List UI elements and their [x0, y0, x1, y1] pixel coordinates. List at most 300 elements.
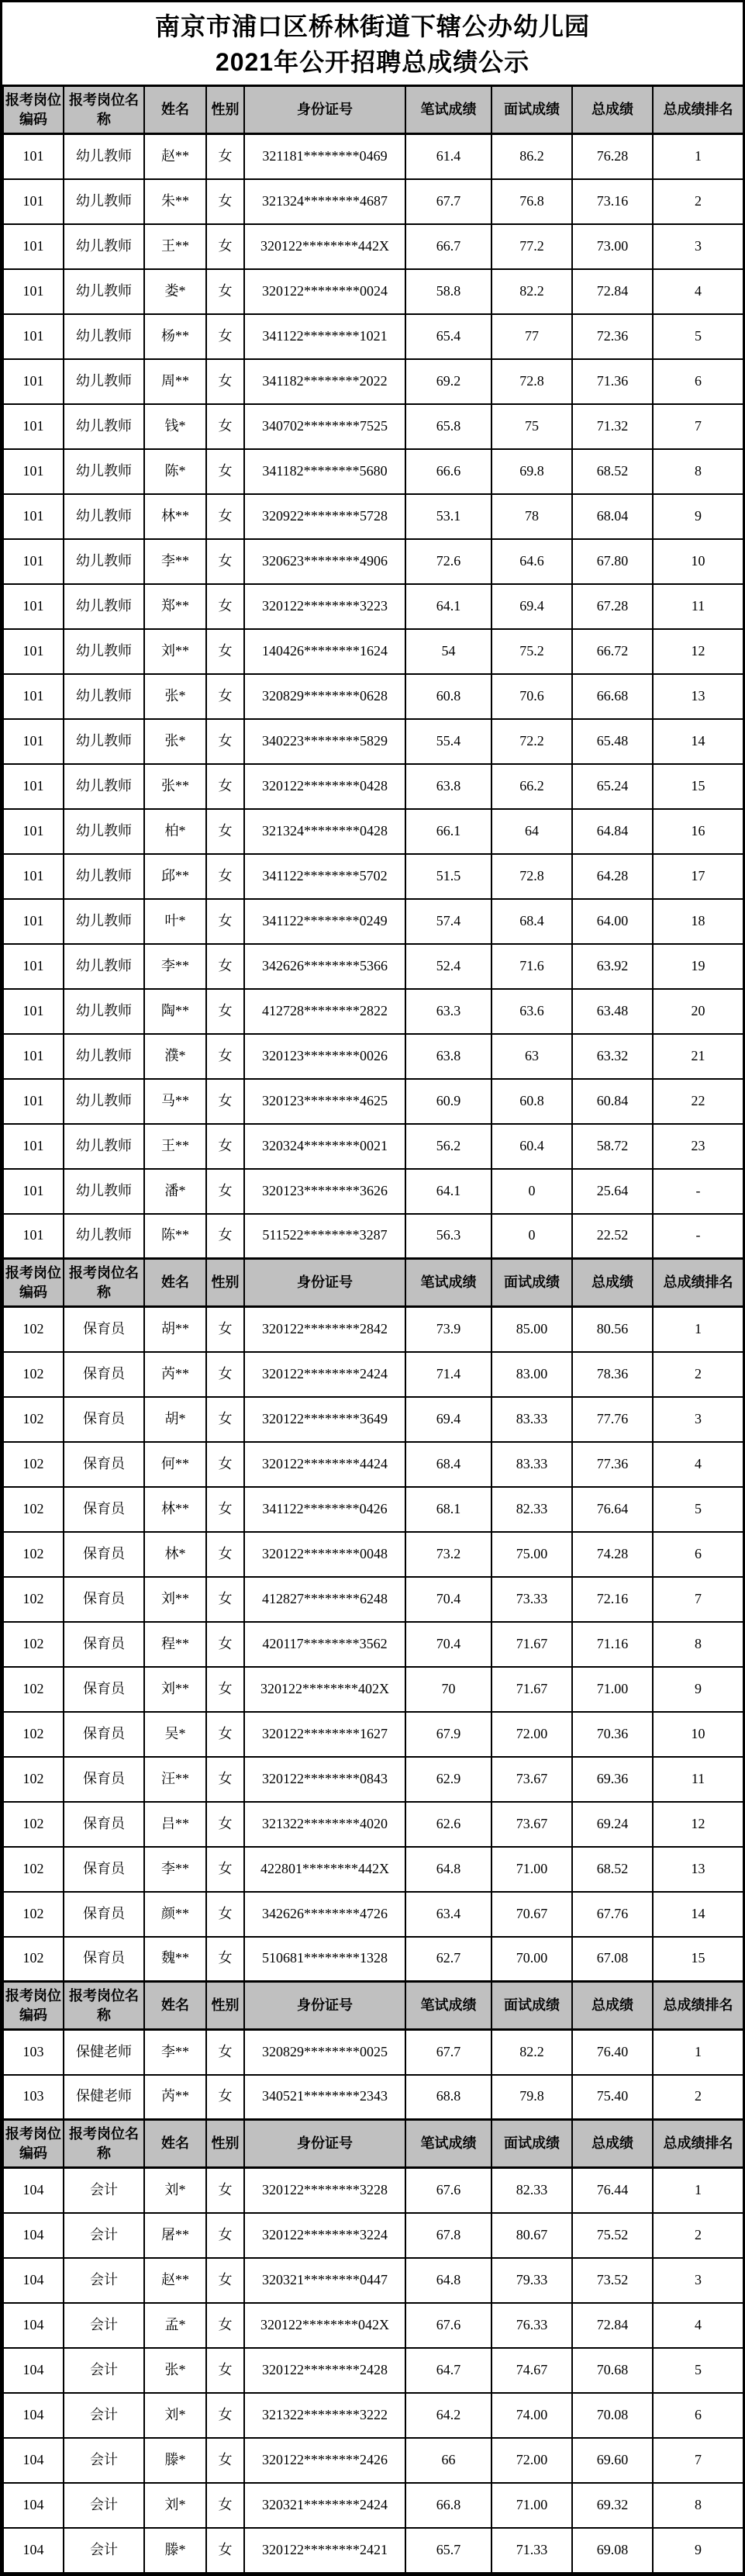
table-row: [3, 719, 743, 764]
cell-rank: 21: [653, 1034, 743, 1079]
cell-total-score: 69.32: [572, 2483, 653, 2528]
cell-name: 滕*: [144, 2438, 206, 2483]
cell-gender: 女: [206, 1622, 244, 1667]
header-cell-total-score: 总成绩: [572, 86, 653, 134]
table-row: [3, 989, 743, 1034]
cell-id-number: 320122********2842: [244, 1307, 405, 1352]
header-cell-name: 姓名: [144, 86, 206, 134]
cell-rank: 17: [653, 854, 743, 899]
cell-gender: 女: [206, 449, 244, 494]
cell-position-code: 101: [3, 674, 64, 719]
cell-position-code: 101: [3, 269, 64, 314]
cell-gender: 女: [206, 224, 244, 269]
cell-total-score: 74.28: [572, 1532, 653, 1577]
cell-interview-score: 71.33: [491, 2528, 572, 2573]
cell-interview-score: 77: [491, 314, 572, 359]
cell-total-score: 64.84: [572, 809, 653, 854]
header-cell-total-score: 总成绩: [572, 1259, 653, 1307]
cell-interview-score: 71.67: [491, 1667, 572, 1712]
table-row: [3, 2393, 743, 2438]
cell-name: 王**: [144, 224, 206, 269]
cell-written-score: 63.8: [405, 764, 491, 809]
cell-rank: 13: [653, 674, 743, 719]
cell-rank: 2: [653, 2075, 743, 2120]
cell-interview-score: 75: [491, 404, 572, 449]
cell-name: 芮**: [144, 2075, 206, 2120]
cell-rank: 4: [653, 1442, 743, 1487]
cell-interview-score: 73.67: [491, 1802, 572, 1847]
cell-id-number: 321322********4020: [244, 1802, 405, 1847]
table-row: [3, 1892, 743, 1937]
cell-rank: 2: [653, 2213, 743, 2258]
cell-name: 张*: [144, 2348, 206, 2393]
cell-position-name: 会计: [64, 2393, 144, 2438]
cell-name: 何**: [144, 1442, 206, 1487]
cell-position-code: 101: [3, 1034, 64, 1079]
header-cell-total-score: 总成绩: [572, 1982, 653, 2030]
cell-total-score: 63.92: [572, 944, 653, 989]
header-cell-position-name: 报考岗位名称: [64, 2120, 144, 2168]
cell-position-code: 101: [3, 179, 64, 224]
cell-interview-score: 82.33: [491, 2168, 572, 2213]
cell-id-number: 412827********6248: [244, 1577, 405, 1622]
cell-position-code: 101: [3, 539, 64, 584]
table-row: [3, 1667, 743, 1712]
cell-rank: 11: [653, 584, 743, 629]
cell-written-score: 66.8: [405, 2483, 491, 2528]
cell-interview-score: 74.67: [491, 2348, 572, 2393]
cell-interview-score: 71.00: [491, 1847, 572, 1892]
cell-written-score: 69.4: [405, 1397, 491, 1442]
cell-position-code: 102: [3, 1487, 64, 1532]
cell-written-score: 65.8: [405, 404, 491, 449]
cell-rank: 2: [653, 1352, 743, 1397]
cell-rank: 8: [653, 1622, 743, 1667]
cell-rank: -: [653, 1214, 743, 1259]
cell-total-score: 70.68: [572, 2348, 653, 2393]
cell-id-number: 320922********5728: [244, 494, 405, 539]
cell-id-number: 320122********1627: [244, 1712, 405, 1757]
cell-id-number: 420117********3562: [244, 1622, 405, 1667]
cell-rank: 5: [653, 314, 743, 359]
cell-rank: 11: [653, 1757, 743, 1802]
cell-gender: 女: [206, 1712, 244, 1757]
cell-position-name: 保育员: [64, 1352, 144, 1397]
cell-id-number: 320122********2424: [244, 1352, 405, 1397]
table-row: [3, 1124, 743, 1169]
cell-name: 林**: [144, 1487, 206, 1532]
cell-id-number: 320623********4906: [244, 539, 405, 584]
cell-total-score: 22.52: [572, 1214, 653, 1259]
header-cell-rank: 总成绩排名: [653, 1982, 743, 2030]
cell-gender: 女: [206, 719, 244, 764]
cell-position-name: 会计: [64, 2528, 144, 2573]
cell-gender: 女: [206, 629, 244, 674]
cell-rank: 12: [653, 1802, 743, 1847]
table-row: [3, 2168, 743, 2213]
header-cell-position-code: 报考岗位编码: [3, 1259, 64, 1307]
cell-written-score: 70.4: [405, 1622, 491, 1667]
cell-gender: 女: [206, 1397, 244, 1442]
cell-position-code: 101: [3, 899, 64, 944]
cell-rank: 8: [653, 2483, 743, 2528]
header-cell-name: 姓名: [144, 1259, 206, 1307]
cell-total-score: 67.80: [572, 539, 653, 584]
cell-name: 滕*: [144, 2528, 206, 2573]
cell-interview-score: 77.2: [491, 224, 572, 269]
cell-interview-score: 70.6: [491, 674, 572, 719]
cell-name: 胡**: [144, 1307, 206, 1352]
cell-position-code: 104: [3, 2213, 64, 2258]
cell-id-number: 320123********0026: [244, 1034, 405, 1079]
cell-interview-score: 70.00: [491, 1937, 572, 1982]
header-cell-position-code: 报考岗位编码: [3, 2120, 64, 2168]
cell-total-score: 72.84: [572, 2303, 653, 2348]
cell-interview-score: 64.6: [491, 539, 572, 584]
cell-written-score: 67.6: [405, 2168, 491, 2213]
cell-total-score: 68.04: [572, 494, 653, 539]
cell-position-name: 保育员: [64, 1487, 144, 1532]
cell-gender: 女: [206, 2213, 244, 2258]
cell-position-name: 保育员: [64, 1847, 144, 1892]
cell-name: 陈**: [144, 1214, 206, 1259]
cell-position-code: 102: [3, 1667, 64, 1712]
table-row: [3, 2348, 743, 2393]
cell-position-code: 101: [3, 989, 64, 1034]
cell-id-number: 340223********5829: [244, 719, 405, 764]
header-cell-gender: 性别: [206, 1259, 244, 1307]
cell-id-number: 320122********442X: [244, 224, 405, 269]
cell-total-score: 73.16: [572, 179, 653, 224]
cell-position-code: 104: [3, 2393, 64, 2438]
cell-name: 吴*: [144, 1712, 206, 1757]
cell-position-name: 保育员: [64, 1622, 144, 1667]
cell-position-name: 保育员: [64, 1307, 144, 1352]
cell-gender: 女: [206, 2348, 244, 2393]
cell-gender: 女: [206, 1307, 244, 1352]
cell-rank: 4: [653, 2303, 743, 2348]
table-header-row: [3, 86, 743, 134]
cell-position-name: 会计: [64, 2213, 144, 2258]
cell-rank: -: [653, 1169, 743, 1214]
cell-name: 李**: [144, 1847, 206, 1892]
cell-written-score: 66.7: [405, 224, 491, 269]
cell-total-score: 71.00: [572, 1667, 653, 1712]
cell-id-number: 320123********4625: [244, 1079, 405, 1124]
table-row: [3, 2483, 743, 2528]
cell-name: 陈*: [144, 449, 206, 494]
cell-id-number: 320122********3649: [244, 1397, 405, 1442]
cell-position-name: 保育员: [64, 1802, 144, 1847]
table-row: [3, 2528, 743, 2573]
cell-position-code: 103: [3, 2075, 64, 2120]
header-cell-position-name: 报考岗位名称: [64, 1259, 144, 1307]
cell-position-name: 幼儿教师: [64, 674, 144, 719]
cell-id-number: 320122********2421: [244, 2528, 405, 2573]
cell-total-score: 72.16: [572, 1577, 653, 1622]
cell-position-name: 幼儿教师: [64, 539, 144, 584]
cell-total-score: 67.28: [572, 584, 653, 629]
cell-total-score: 76.28: [572, 134, 653, 179]
cell-gender: 女: [206, 539, 244, 584]
cell-rank: 9: [653, 494, 743, 539]
cell-id-number: 320324********0021: [244, 1124, 405, 1169]
cell-position-name: 会计: [64, 2348, 144, 2393]
header-cell-rank: 总成绩排名: [653, 86, 743, 134]
cell-name: 刘**: [144, 629, 206, 674]
cell-written-score: 54: [405, 629, 491, 674]
cell-interview-score: 76.33: [491, 2303, 572, 2348]
cell-gender: 女: [206, 1352, 244, 1397]
cell-written-score: 67.8: [405, 2213, 491, 2258]
cell-rank: 1: [653, 1307, 743, 1352]
cell-gender: 女: [206, 1757, 244, 1802]
cell-id-number: 320122********0428: [244, 764, 405, 809]
cell-name: 周**: [144, 359, 206, 404]
cell-position-code: 104: [3, 2303, 64, 2348]
header-cell-id-number: 身份证号: [244, 1259, 405, 1307]
cell-id-number: 511522********3287: [244, 1214, 405, 1259]
table-row: [3, 1214, 743, 1259]
cell-id-number: 140426********1624: [244, 629, 405, 674]
results-table-body: [3, 86, 743, 2573]
cell-rank: 13: [653, 1847, 743, 1892]
page-title: [2, 2, 743, 85]
header-cell-position-name: 报考岗位名称: [64, 86, 144, 134]
cell-position-name: 幼儿教师: [64, 854, 144, 899]
cell-position-name: 幼儿教师: [64, 764, 144, 809]
cell-gender: 女: [206, 764, 244, 809]
cell-name: 张**: [144, 764, 206, 809]
cell-written-score: 68.4: [405, 1442, 491, 1487]
cell-interview-score: 72.00: [491, 1712, 572, 1757]
cell-written-score: 56.3: [405, 1214, 491, 1259]
cell-name: 马**: [144, 1079, 206, 1124]
cell-total-score: 66.72: [572, 629, 653, 674]
cell-gender: 女: [206, 269, 244, 314]
cell-written-score: 66.6: [405, 449, 491, 494]
cell-gender: 女: [206, 1667, 244, 1712]
cell-interview-score: 73.33: [491, 1577, 572, 1622]
cell-rank: 4: [653, 269, 743, 314]
cell-gender: 女: [206, 179, 244, 224]
cell-gender: 女: [206, 1169, 244, 1214]
cell-total-score: 71.36: [572, 359, 653, 404]
cell-name: 吕**: [144, 1802, 206, 1847]
cell-total-score: 76.44: [572, 2168, 653, 2213]
cell-position-code: 102: [3, 1757, 64, 1802]
table-row: [3, 629, 743, 674]
table-row: [3, 539, 743, 584]
cell-position-name: 幼儿教师: [64, 1169, 144, 1214]
table-row: [3, 1802, 743, 1847]
cell-written-score: 70: [405, 1667, 491, 1712]
cell-position-name: 幼儿教师: [64, 629, 144, 674]
cell-rank: 5: [653, 1487, 743, 1532]
cell-written-score: 68.1: [405, 1487, 491, 1532]
cell-position-name: 幼儿教师: [64, 449, 144, 494]
cell-position-code: 103: [3, 2030, 64, 2075]
cell-position-name: 会计: [64, 2168, 144, 2213]
cell-rank: 10: [653, 1712, 743, 1757]
cell-gender: 女: [206, 674, 244, 719]
cell-id-number: 320829********0628: [244, 674, 405, 719]
cell-written-score: 63.4: [405, 1892, 491, 1937]
table-row: [3, 1622, 743, 1667]
cell-written-score: 64.1: [405, 584, 491, 629]
cell-interview-score: 83.33: [491, 1442, 572, 1487]
cell-position-code: 102: [3, 1937, 64, 1982]
cell-gender: 女: [206, 1532, 244, 1577]
cell-position-code: 101: [3, 944, 64, 989]
cell-position-code: 101: [3, 1079, 64, 1124]
cell-interview-score: 75.2: [491, 629, 572, 674]
table-row: [3, 674, 743, 719]
cell-total-score: 69.24: [572, 1802, 653, 1847]
cell-name: 杨**: [144, 314, 206, 359]
cell-interview-score: 63.6: [491, 989, 572, 1034]
cell-id-number: 321324********0428: [244, 809, 405, 854]
cell-written-score: 71.4: [405, 1352, 491, 1397]
cell-position-code: 102: [3, 1847, 64, 1892]
cell-gender: 女: [206, 1847, 244, 1892]
table-row: [3, 764, 743, 809]
table-row: [3, 1577, 743, 1622]
cell-interview-score: 72.00: [491, 2438, 572, 2483]
table-row: [3, 1397, 743, 1442]
cell-gender: 女: [206, 584, 244, 629]
cell-interview-score: 86.2: [491, 134, 572, 179]
cell-interview-score: 82.33: [491, 1487, 572, 1532]
cell-written-score: 56.2: [405, 1124, 491, 1169]
cell-id-number: 320122********0843: [244, 1757, 405, 1802]
cell-written-score: 68.8: [405, 2075, 491, 2120]
cell-gender: 女: [206, 1802, 244, 1847]
cell-interview-score: 0: [491, 1169, 572, 1214]
header-cell-gender: 性别: [206, 1982, 244, 2030]
cell-position-code: 101: [3, 134, 64, 179]
cell-written-score: 73.9: [405, 1307, 491, 1352]
table-row: [3, 2030, 743, 2075]
cell-name: 李**: [144, 944, 206, 989]
cell-written-score: 69.2: [405, 359, 491, 404]
cell-position-name: 幼儿教师: [64, 719, 144, 764]
cell-name: 濮*: [144, 1034, 206, 1079]
cell-gender: 女: [206, 1214, 244, 1259]
cell-interview-score: 72.2: [491, 719, 572, 764]
cell-position-name: 幼儿教师: [64, 359, 144, 404]
cell-gender: 女: [206, 134, 244, 179]
cell-interview-score: 71.00: [491, 2483, 572, 2528]
header-cell-total-score: 总成绩: [572, 2120, 653, 2168]
cell-id-number: 320829********0025: [244, 2030, 405, 2075]
cell-position-name: 幼儿教师: [64, 269, 144, 314]
cell-rank: 1: [653, 2168, 743, 2213]
cell-written-score: 67.6: [405, 2303, 491, 2348]
cell-written-score: 70.4: [405, 1577, 491, 1622]
cell-position-code: 101: [3, 404, 64, 449]
cell-total-score: 75.52: [572, 2213, 653, 2258]
table-row: [3, 2213, 743, 2258]
table-header-row: [3, 1259, 743, 1307]
cell-rank: 6: [653, 2393, 743, 2438]
table-row: [3, 449, 743, 494]
cell-interview-score: 64: [491, 809, 572, 854]
cell-written-score: 55.4: [405, 719, 491, 764]
cell-written-score: 66.1: [405, 809, 491, 854]
cell-gender: 女: [206, 1442, 244, 1487]
cell-total-score: 67.76: [572, 1892, 653, 1937]
cell-gender: 女: [206, 1577, 244, 1622]
header-cell-position-code: 报考岗位编码: [3, 1982, 64, 2030]
cell-rank: 9: [653, 2528, 743, 2573]
cell-name: 李**: [144, 539, 206, 584]
table-row: [3, 359, 743, 404]
cell-rank: 6: [653, 359, 743, 404]
cell-position-code: 102: [3, 1352, 64, 1397]
cell-rank: 14: [653, 719, 743, 764]
cell-written-score: 58.8: [405, 269, 491, 314]
cell-name: 王**: [144, 1124, 206, 1169]
cell-total-score: 76.40: [572, 2030, 653, 2075]
header-cell-position-name: 报考岗位名称: [64, 1982, 144, 2030]
cell-position-name: 幼儿教师: [64, 809, 144, 854]
cell-id-number: 341122********5702: [244, 854, 405, 899]
cell-gender: 女: [206, 359, 244, 404]
table-row: [3, 584, 743, 629]
cell-total-score: 70.36: [572, 1712, 653, 1757]
table-row: [3, 854, 743, 899]
cell-name: 赵**: [144, 2258, 206, 2303]
cell-rank: 19: [653, 944, 743, 989]
cell-name: 张*: [144, 674, 206, 719]
cell-position-name: 保育员: [64, 1532, 144, 1577]
cell-position-code: 102: [3, 1892, 64, 1937]
header-cell-id-number: 身份证号: [244, 2120, 405, 2168]
title-line-2: 2021年公开招聘总成绩公示: [215, 48, 530, 76]
cell-gender: 女: [206, 809, 244, 854]
cell-position-code: 101: [3, 449, 64, 494]
cell-written-score: 60.8: [405, 674, 491, 719]
cell-position-code: 101: [3, 1169, 64, 1214]
cell-name: 屠**: [144, 2213, 206, 2258]
cell-id-number: 320122********402X: [244, 1667, 405, 1712]
cell-id-number: 341122********0426: [244, 1487, 405, 1532]
cell-interview-score: 79.8: [491, 2075, 572, 2120]
table-row: [3, 1442, 743, 1487]
cell-id-number: 320122********3224: [244, 2213, 405, 2258]
cell-id-number: 341182********5680: [244, 449, 405, 494]
cell-position-code: 102: [3, 1577, 64, 1622]
cell-interview-score: 73.67: [491, 1757, 572, 1802]
cell-written-score: 62.7: [405, 1937, 491, 1982]
cell-position-name: 保育员: [64, 1397, 144, 1442]
cell-rank: 23: [653, 1124, 743, 1169]
cell-written-score: 64.8: [405, 1847, 491, 1892]
cell-written-score: 63.8: [405, 1034, 491, 1079]
header-cell-gender: 性别: [206, 86, 244, 134]
cell-interview-score: 60.4: [491, 1124, 572, 1169]
cell-name: 汪**: [144, 1757, 206, 1802]
table-row: [3, 2438, 743, 2483]
cell-interview-score: 0: [491, 1214, 572, 1259]
header-cell-written-score: 笔试成绩: [405, 1259, 491, 1307]
cell-written-score: 62.6: [405, 1802, 491, 1847]
table-row: [3, 1487, 743, 1532]
cell-id-number: 340702********7525: [244, 404, 405, 449]
cell-rank: 3: [653, 224, 743, 269]
header-cell-interview-score: 面试成绩: [491, 86, 572, 134]
